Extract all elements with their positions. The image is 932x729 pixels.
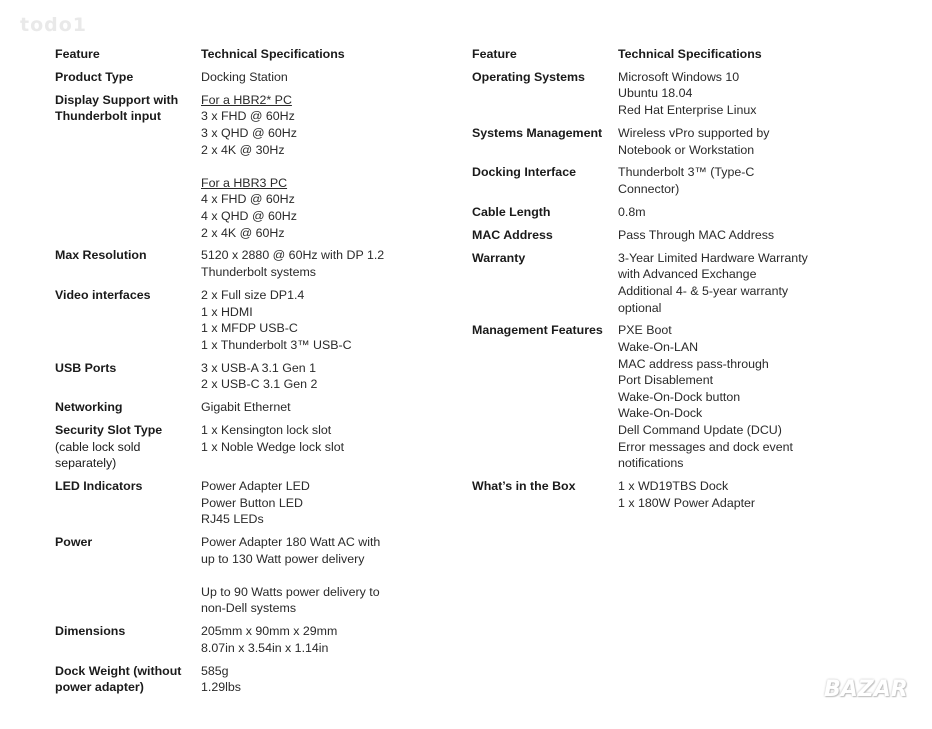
feature-label: Max Resolution: [55, 248, 147, 263]
spec-value: [201, 247, 415, 280]
spec-line: RJ45 LEDs: [201, 512, 264, 527]
feature-label-note: (cable lock sold separately): [55, 439, 141, 471]
spec-line: optional: [618, 300, 662, 315]
table-header: [55, 46, 415, 63]
spec-subheading: For a HBR2* PC: [201, 92, 292, 107]
feature-label: Power: [55, 535, 93, 550]
spec-value: [618, 69, 852, 119]
spec-value: [201, 399, 415, 416]
feature-label: MAC Address: [472, 227, 553, 242]
table-row: [55, 287, 415, 353]
table-row: [55, 663, 415, 696]
feature-label: Warranty: [472, 250, 526, 265]
spec-line: Up to 90 Watts power delivery to: [201, 584, 380, 599]
spec-line: Docking Station: [201, 69, 288, 84]
spec-value: [618, 164, 852, 197]
feature-label: Systems Management: [472, 125, 603, 140]
spec-line: 3 x USB-A 3.1 Gen 1: [201, 360, 317, 375]
table-row: [55, 534, 415, 617]
table-row: [55, 92, 415, 241]
spec-subheading: For a HBR3 PC: [201, 175, 288, 190]
spec-value: [201, 478, 415, 528]
spec-line: with Advanced Exchange: [618, 267, 757, 282]
spec-line: Gigabit Ethernet: [201, 400, 291, 415]
spec-line: Thunderbolt systems: [201, 265, 317, 280]
feature-label: [55, 422, 201, 472]
table-row: [472, 69, 852, 119]
feature-label: Docking Interface: [472, 165, 576, 180]
spec-line: Wake-On-Dock: [618, 406, 703, 421]
spec-header: Technical Specifications: [618, 47, 762, 61]
spec-line: 2 x Full size DP1.4: [201, 287, 305, 302]
spec-table-right: [472, 46, 852, 518]
table-row: [472, 322, 852, 471]
table-row: [55, 360, 415, 393]
spec-line: 3 x FHD @ 60Hz: [201, 109, 295, 124]
spec-value: [201, 663, 415, 696]
spec-line: Microsoft Windows 10: [618, 69, 740, 84]
spec-line: 1.29lbs: [201, 680, 241, 695]
table-row: [472, 164, 852, 197]
spec-value: [618, 125, 852, 158]
watermark-top-left: todo1: [20, 14, 88, 36]
table-header: [472, 46, 852, 63]
spec-line: PXE Boot: [618, 323, 672, 338]
feature-label: Dimensions: [55, 624, 126, 639]
spec-line: 8.07in x 3.54in x 1.14in: [201, 640, 329, 655]
table-row: [55, 399, 415, 416]
table-row: [55, 247, 415, 280]
spec-line: MAC address pass-through: [618, 356, 769, 371]
spec-header: Technical Specifications: [201, 47, 345, 61]
spec-value: [618, 322, 852, 471]
feature-header: Feature: [472, 47, 517, 61]
spec-line: Power Button LED: [201, 495, 303, 510]
feature-header: Feature: [55, 47, 100, 61]
spec-line: 1 x Noble Wedge lock slot: [201, 439, 345, 454]
spec-line: Wireless vPro supported by: [618, 125, 770, 140]
spec-line: 5120 x 2880 @ 60Hz with DP 1.2: [201, 248, 385, 263]
feature-label: Video interfaces: [55, 287, 151, 302]
spec-line: 3-Year Limited Hardware Warranty: [618, 250, 808, 265]
feature-label: What’s in the Box: [472, 479, 576, 494]
spec-value: [618, 478, 852, 511]
spec-value: [201, 623, 415, 656]
spec-table-left: [55, 46, 415, 702]
spec-line: Port Disablement: [618, 373, 714, 388]
feature-label: Operating Systems: [472, 69, 585, 84]
spec-line: notifications: [618, 456, 684, 471]
table-row: [472, 478, 852, 511]
spec-line: 3 x QHD @ 60Hz: [201, 125, 297, 140]
spec-line: Wake-On-Dock button: [618, 389, 741, 404]
spec-line: 1 x Thunderbolt 3™ USB-C: [201, 337, 352, 352]
spec-line: Wake-On-LAN: [618, 339, 699, 354]
table-row: [472, 125, 852, 158]
spec-line: 1 x HDMI: [201, 304, 253, 319]
spec-value: [201, 287, 415, 353]
spec-line: Ubuntu 18.04: [618, 86, 693, 101]
spec-line: 4 x FHD @ 60Hz: [201, 192, 295, 207]
feature-label: Display Support with Thunderbolt input: [55, 92, 179, 124]
spec-line: Additional 4- & 5-year warranty: [618, 283, 789, 298]
spec-line: Error messages and dock event: [618, 439, 793, 454]
spec-line: Pass Through MAC Address: [618, 227, 775, 242]
feature-label: Management Features: [472, 323, 603, 338]
feature-label-main: Security Slot Type: [55, 422, 163, 437]
spec-line: Dell Command Update (DCU): [618, 422, 782, 437]
spec-value: [618, 250, 852, 316]
feature-label: USB Ports: [55, 360, 117, 375]
table-row: [55, 69, 415, 86]
spec-line: 205mm x 90mm x 29mm: [201, 624, 338, 639]
table-row: [472, 227, 852, 244]
spec-value: [201, 534, 415, 617]
spec-line: up to 130 Watt power delivery: [201, 551, 365, 566]
spec-line: 2 x 4K @ 60Hz: [201, 225, 285, 240]
spec-line: non-Dell systems: [201, 601, 297, 616]
spec-line: 2 x USB-C 3.1 Gen 2: [201, 377, 318, 392]
feature-label: Dock Weight (without power adapter): [55, 663, 182, 695]
table-row: [472, 204, 852, 221]
feature-label: LED Indicators: [55, 479, 143, 494]
feature-label: Networking: [55, 400, 123, 415]
table-row: [472, 250, 852, 316]
spec-line: Power Adapter 180 Watt AC with: [201, 535, 381, 550]
feature-label: Product Type: [55, 69, 134, 84]
spec-value: [618, 227, 852, 244]
spec-line: Notebook or Workstation: [618, 142, 755, 157]
spec-value: [201, 360, 415, 393]
spec-line: 1 x 180W Power Adapter: [618, 495, 756, 510]
spec-line: Connector): [618, 182, 680, 197]
spec-line: 4 x QHD @ 60Hz: [201, 208, 297, 223]
spec-value: [201, 422, 415, 455]
spec-line: 1 x MFDP USB-C: [201, 321, 298, 336]
feature-label: Cable Length: [472, 204, 551, 219]
spec-line: 1 x Kensington lock slot: [201, 422, 332, 437]
spec-line: 585g: [201, 663, 229, 678]
table-row: [55, 422, 415, 472]
spec-line: 1 x WD19TBS Dock: [618, 479, 729, 494]
spec-line: 2 x 4K @ 30Hz: [201, 142, 285, 157]
table-row: [55, 478, 415, 528]
spec-value: [201, 69, 415, 86]
spec-line: 0.8m: [618, 204, 646, 219]
spec-line: Power Adapter LED: [201, 479, 310, 494]
table-row: [55, 623, 415, 656]
spec-line: Red Hat Enterprise Linux: [618, 103, 757, 118]
spec-value: [618, 204, 852, 221]
watermark-bottom-right: BAZAR: [824, 677, 908, 702]
spec-value: [201, 92, 415, 241]
spec-line: Thunderbolt 3™ (Type-C: [618, 165, 755, 180]
